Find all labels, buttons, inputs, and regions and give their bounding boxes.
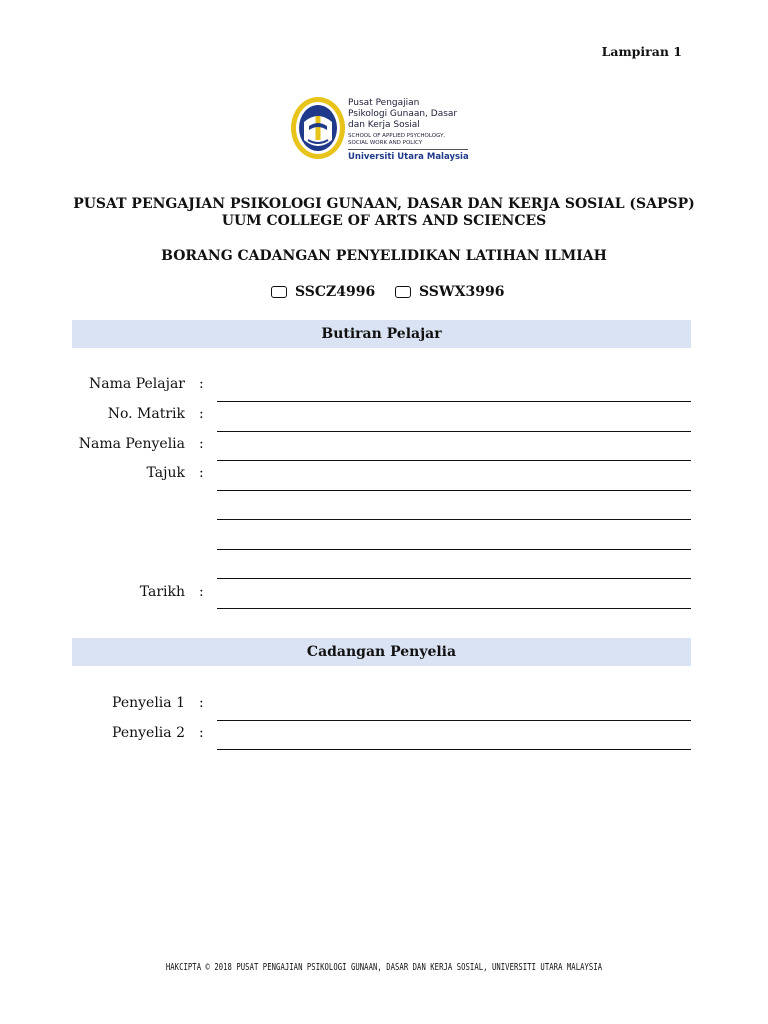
course-option-label: SSCZ4996 xyxy=(295,284,376,300)
field-label-student-name: Nama Pelajar xyxy=(89,376,185,392)
date-line[interactable] xyxy=(217,608,691,609)
logo-line-1: Pusat Pengajian xyxy=(348,98,420,108)
college-title: UUM COLLEGE OF ARTS AND SCIENCES xyxy=(221,213,547,229)
copyright-footer: HAKCIPTA © 2018 PUSAT PENGAJIAN PSIKOLOGI GUNAAN, DASAR DAN KERJA SOSIAL, UNIVERSITI UTARA MALAYSIA xyxy=(165,962,603,973)
field-colon: : xyxy=(199,584,204,600)
course-option-sswx3996[interactable] xyxy=(395,284,504,300)
field-label-supervisor-2: Penyelia 2 xyxy=(112,725,185,741)
logo-divider xyxy=(348,149,468,150)
field-colon: : xyxy=(199,436,204,452)
course-option-sscz4996[interactable] xyxy=(271,284,375,300)
school-title: PUSAT PENGAJIAN PSIKOLOGI GUNAAN, DASAR DAN KERJA SOSIAL (SAPSP) xyxy=(73,196,695,212)
field-colon: : xyxy=(199,376,204,392)
logo-en-line-1: SCHOOL OF APPLIED PSYCHOLOGY, xyxy=(348,133,446,139)
field-label-matric: No. Matrik xyxy=(107,406,185,422)
logo-line-3: dan Kerja Sosial xyxy=(348,120,420,130)
section-header-proposal: Cadangan Penyelia xyxy=(72,638,691,666)
logo-en-line-2: SOCIAL WORK AND POLICY xyxy=(348,140,423,146)
title-line-2[interactable] xyxy=(217,519,691,520)
title-line-3[interactable] xyxy=(217,549,691,550)
checkbox[interactable] xyxy=(271,286,287,298)
form-title: BORANG CADANGAN PENYELIDIKAN LATIHAN ILMIAH xyxy=(161,248,607,264)
field-colon: : xyxy=(199,465,204,481)
matric-line[interactable] xyxy=(217,431,691,432)
supervisor-line[interactable] xyxy=(217,460,691,461)
supervisor-1-line[interactable] xyxy=(217,720,691,721)
school-logo xyxy=(290,96,480,166)
title-line-1[interactable] xyxy=(217,490,691,491)
section-header-student: Butiran Pelajar xyxy=(72,320,691,348)
field-colon: : xyxy=(199,725,204,741)
field-colon: : xyxy=(199,406,204,422)
field-label-date: Tarikh xyxy=(139,584,185,600)
checkbox[interactable] xyxy=(395,286,411,298)
student-name-line[interactable] xyxy=(217,401,691,402)
field-label-supervisor-1: Penyelia 1 xyxy=(112,695,185,711)
field-label-supervisor: Nama Penyelia xyxy=(78,436,185,452)
supervisor-2-line[interactable] xyxy=(217,749,691,750)
field-label-title: Tajuk xyxy=(146,465,185,481)
field-colon: : xyxy=(199,695,204,711)
university-seal-icon xyxy=(290,96,346,160)
page-label: Lampiran 1 xyxy=(601,44,682,59)
logo-university-name: Universiti Utara Malaysia xyxy=(348,152,469,162)
logo-line-2: Psikologi Gunaan, Dasar xyxy=(348,109,458,119)
course-option-label: SSWX3996 xyxy=(419,284,505,300)
title-line-4[interactable] xyxy=(217,578,691,579)
